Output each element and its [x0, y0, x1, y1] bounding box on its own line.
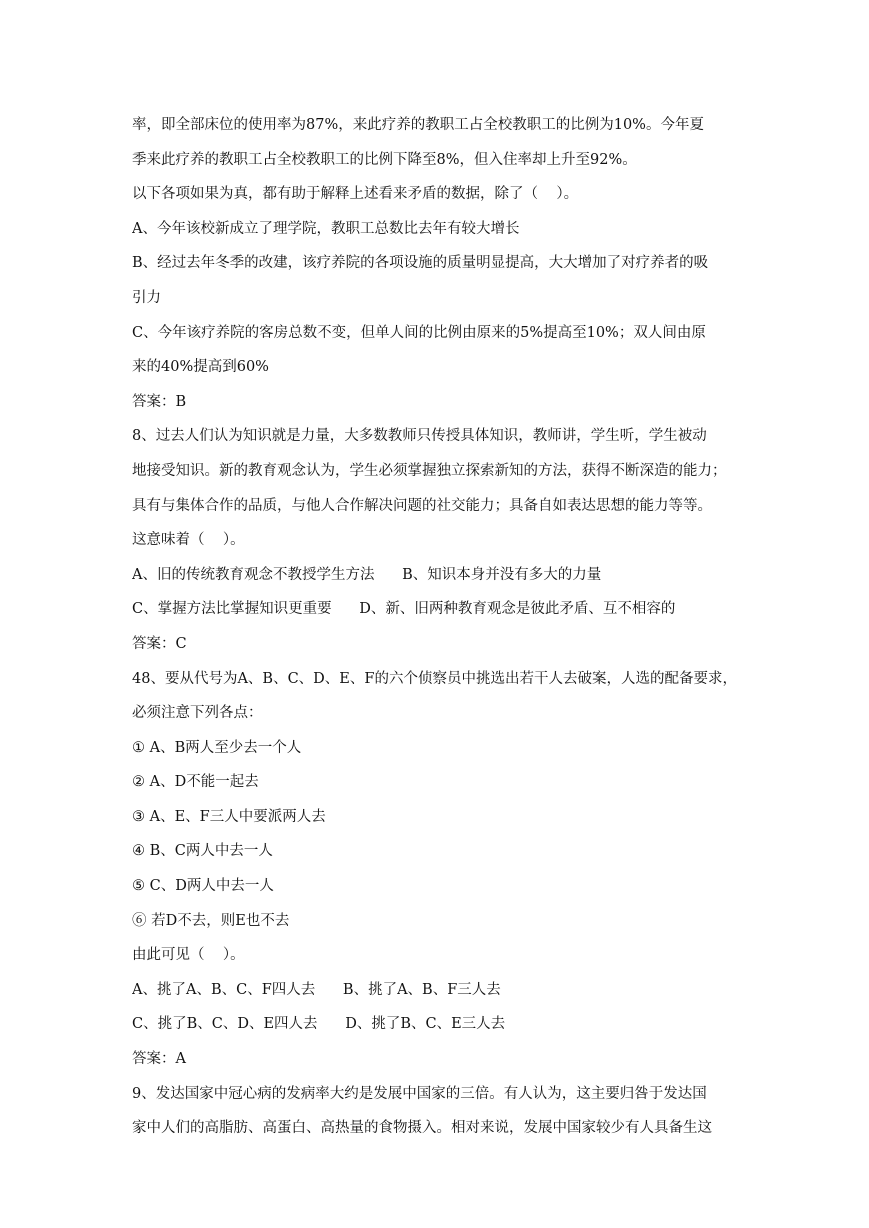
- answer: 答案：B: [132, 393, 187, 410]
- options-a-b: A、挑了A、B、C、F四人去 B、挑了A、B、F三人去: [132, 981, 501, 998]
- condition-6: ⑥ 若D不去，则E也不去: [132, 912, 290, 929]
- question-48-text: 必须注意下列各点：: [132, 705, 263, 722]
- question-8: 8、过去人们认为知识就是力量，大多数教师只传授具体知识，教师讲，学生听，学生被动: [132, 428, 707, 445]
- option-b-continued: 引力: [132, 289, 161, 306]
- option-a: A、今年该校新成立了理学院，教职工总数比去年有较大增长: [132, 220, 520, 237]
- question-9-text: 家中人们的高脂肪、高蛋白、高热量的食物摄入。相对来说，发展中国家较少有人具备生这: [132, 1120, 712, 1137]
- condition-2: ② A、D不能一起去: [132, 774, 259, 791]
- question-8-text: 具有与集体合作的品质，与他人合作解决问题的社交能力；具备自如表达思想的能力等等。: [132, 497, 712, 514]
- condition-3: ③ A、E、F三人中要派两人去: [132, 808, 326, 825]
- document-page: [132, 108, 742, 1146]
- question-8-prompt: 这意味着（ ）。: [132, 532, 245, 549]
- option-c-continued: 来的40%提高到60%: [132, 359, 269, 376]
- condition-1: ① A、B两人至少去一个人: [132, 739, 302, 756]
- condition-4: ④ B、C两人中去一人: [132, 843, 273, 860]
- question-48-prompt: 由此可见（ ）。: [132, 947, 245, 964]
- options-c-d: C、掌握方法比掌握知识更重要 D、新、旧两种教育观念是彼此矛盾、互不相容的: [132, 601, 676, 618]
- option-c: C、今年该疗养院的客房总数不变，但单人间的比例由原来的5%提高至10%；双人间由原: [132, 324, 706, 341]
- answer: 答案：A: [132, 1051, 186, 1068]
- text-line: 率，即全部床位的使用率为87%，来此疗养的教职工占全校教职工的比例为10%。今年夏: [132, 117, 704, 133]
- text-line: 季来此疗养的教职工占全校教职工的比例下降至8%，但入住率却上升至92%。: [132, 151, 637, 168]
- question-prompt: 以下各项如果为真，都有助于解释上述看来矛盾的数据，除了（ ）。: [132, 186, 579, 203]
- answer: 答案：C: [132, 635, 187, 652]
- question-8-text: 地接受知识。新的教育观念认为，学生必须掌握独立探索新知的方法，获得不断深造的能力；: [132, 462, 727, 479]
- question-48: 48、要从代号为A、B、C、D、E、F的六个侦察员中挑选出若干人去破案，人选的配备要求，: [132, 670, 737, 687]
- options-a-b: A、旧的传统教育观念不教授学生方法 B、知识本身并没有多大的力量: [132, 566, 602, 583]
- option-b: B、经过去年冬季的改建，该疗养院的各项设施的质量明显提高，大大增加了对疗养者的吸: [132, 255, 709, 272]
- question-9: 9、发达国家中冠心病的发病率大约是发展中国家的三倍。有人认为，这主要归咎于发达国: [132, 1085, 707, 1102]
- condition-5: ⑤ C、D两人中去一人: [132, 878, 274, 895]
- options-c-d: C、挑了B、C、D、E四人去 D、挑了B、C、E三人去: [132, 1016, 506, 1033]
